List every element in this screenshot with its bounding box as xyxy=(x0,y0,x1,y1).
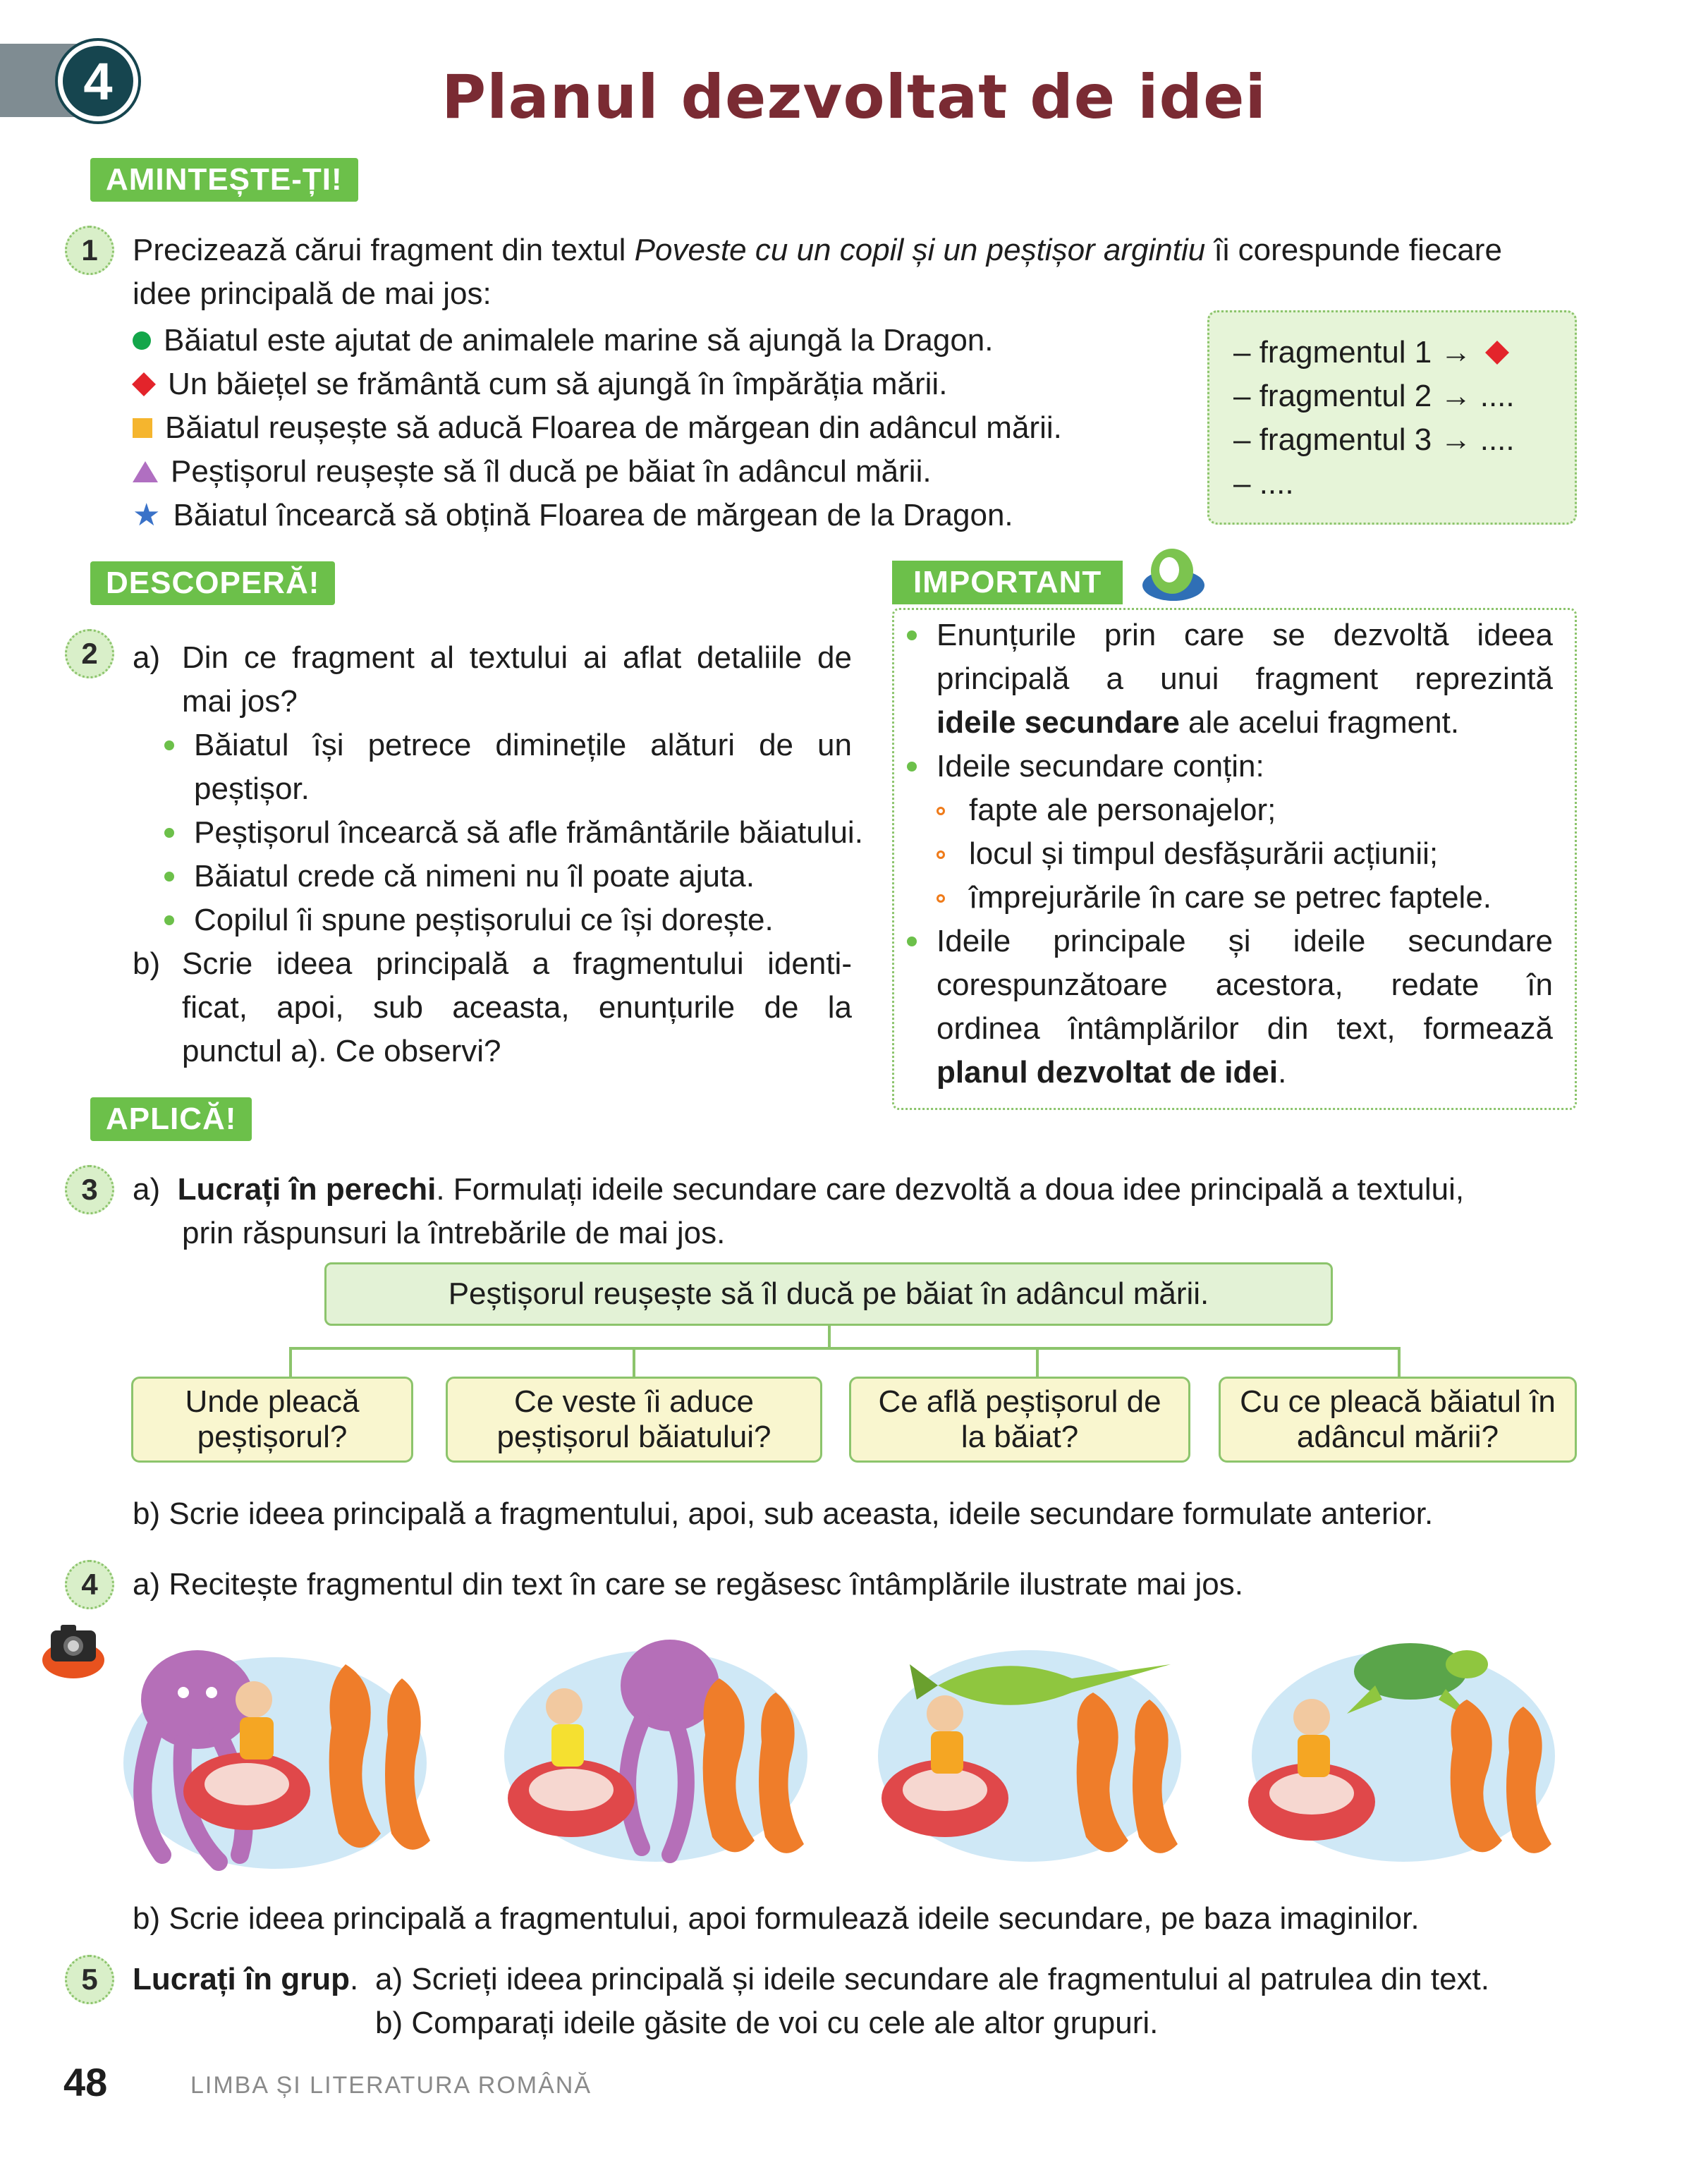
chapter-number-badge: 4 xyxy=(58,41,138,121)
ex1-prompt-line2: idee principală de mai jos: xyxy=(133,276,492,311)
fragments-box xyxy=(1207,310,1577,525)
ex3-a-line2: prin răspunsuri la întrebările de mai jos. xyxy=(182,1216,726,1250)
ex3-instruction-rest: . Formulați ideile secundare care dezvoltă a doua idee principală a textului, xyxy=(436,1172,1465,1207)
idea-item xyxy=(133,494,1062,537)
question-text: peștișorul băiatului? xyxy=(496,1420,771,1454)
illustration-swordfish-scene xyxy=(860,1622,1192,1883)
idea-item xyxy=(133,362,1062,406)
sub-item xyxy=(937,788,1553,832)
fragment-answer: .... xyxy=(1480,422,1515,457)
purple-triangle-icon xyxy=(133,461,158,482)
question-box-2 xyxy=(446,1377,822,1463)
blue-star-icon: ★ xyxy=(133,498,161,532)
page-number: 48 xyxy=(63,2060,108,2104)
idea-text: Băiatul încearcă să obțină Floarea de mărgean de la Dragon. xyxy=(173,498,1013,532)
idea-text: Peștișorul reușește să îl ducă pe băiat în adâncul mării. xyxy=(171,454,932,489)
detail-text: Copilul îi spune peștișorului ce își dorește. xyxy=(194,903,774,937)
ex2-part-b xyxy=(133,942,852,1073)
fragment-label: – .... xyxy=(1233,466,1294,501)
section-label-aplica: APLICĂ! xyxy=(90,1097,252,1141)
ex4-part-a: a) Recitește fragmentul din text în care se regăsesc întâmplările ilustrate mai jos. xyxy=(133,1567,1243,1602)
illustration-octopus-departure-scene xyxy=(487,1622,818,1883)
question-text: adâncul mării? xyxy=(1296,1420,1499,1454)
important-line: Ideile secundare conțin: xyxy=(937,749,1264,783)
fragment-line xyxy=(1233,462,1551,506)
exercise-number-4: 4 xyxy=(65,1560,114,1609)
ex2-b-line: Scrie ideea principală a fragmentului identi- xyxy=(182,946,852,981)
ex2-content xyxy=(133,636,863,1073)
fragment-answer: .... xyxy=(1480,379,1515,413)
footer-subject: LIMBA ȘI LITERATURA ROMÂNĂ xyxy=(190,2072,592,2099)
sub-item-text: împrejurările în care se petrec faptele. xyxy=(969,880,1492,915)
ex2-part-a xyxy=(133,636,852,724)
connector-line xyxy=(1398,1347,1401,1377)
main-idea-box: Peștișorul reușește să îl ducă pe băiat în adâncul mării. xyxy=(324,1262,1333,1326)
idea-text: Un băiețel se frământă cum să ajungă în împărăția mării. xyxy=(168,367,948,401)
ex5-bold-instruction: Lucrați în grup. xyxy=(133,1962,359,1996)
ex2-b-line: punctul a). Ce observi? xyxy=(182,1034,501,1068)
camera-icon xyxy=(39,1619,107,1683)
detail-item xyxy=(164,898,852,942)
page-title: Planul dezvoltat de idei xyxy=(441,62,1267,133)
important-line: ordinea întâmplărilor din text, formează xyxy=(937,1011,1553,1046)
sub-item-text: locul și timpul desfășurării acțiunii; xyxy=(969,836,1439,871)
question-text: Ce veste îi aduce xyxy=(514,1384,754,1419)
ex5-part-a: a) Scrieți ideea principală și ideile secundare ale fragmentului al patrulea din text. xyxy=(375,1962,1490,1996)
detail-item xyxy=(164,811,863,855)
exercise-number-3: 3 xyxy=(65,1165,114,1214)
connector-line xyxy=(633,1347,635,1377)
important-marker-icon xyxy=(1137,542,1207,606)
question-text: Cu ce pleacă băiatul în xyxy=(1240,1384,1556,1419)
ex5-bold-text: Lucrați în grup xyxy=(133,1962,350,1996)
bullet-icon xyxy=(164,872,174,882)
detail-text: Peștișorul încearcă să afle frământările băiatului. xyxy=(194,815,863,850)
important-content xyxy=(904,614,1553,1094)
important-line: corespunzătoare acestora, redate în xyxy=(937,968,1553,1002)
section-label-descopera: DESCOPERĂ! xyxy=(90,561,335,605)
question-text: Ce află peștișorul de xyxy=(878,1384,1161,1419)
fragment-label: – fragmentul 2 → xyxy=(1233,379,1472,413)
bullet-icon xyxy=(164,828,174,838)
question-text: Unde pleacă xyxy=(185,1384,360,1419)
important-line-end: ale acelui fragment. xyxy=(1179,705,1460,740)
question-box-1 xyxy=(131,1377,413,1463)
illustration-turtle-scene xyxy=(1234,1622,1566,1883)
sub-item xyxy=(937,832,1553,876)
ex3-part-a xyxy=(133,1168,1464,1212)
ex5-part-b: b) Comparați ideile găsite de voi cu cele ale altor grupuri. xyxy=(375,2006,1159,2040)
ex1-prompt-start: Precizează cărui fragment din textul xyxy=(133,233,635,267)
detail-text: Băiatul își petrece diminețile alături de un xyxy=(194,728,852,762)
question-text: la băiat? xyxy=(960,1420,1079,1454)
sub-item xyxy=(937,876,1553,920)
red-diamond-icon xyxy=(132,372,156,396)
ex1-ideas-list xyxy=(133,319,1062,537)
ex1-prompt xyxy=(133,228,1502,272)
ex3-letter-a: a) xyxy=(133,1172,161,1207)
idea-text: Băiatul este ajutat de animalele marine să ajungă la Dragon. xyxy=(164,323,994,358)
idea-item xyxy=(133,406,1062,450)
bullet-icon xyxy=(907,937,917,946)
important-line: Enunțurile prin care se dezvoltă ideea xyxy=(937,618,1553,652)
important-line-end: . xyxy=(1278,1055,1287,1090)
ex4-part-b: b) Scrie ideea principală a fragmentului, apoi formulează ideile secundare, pe baza imaginilor. xyxy=(133,1901,1420,1936)
detail-text: peștișor. xyxy=(194,772,310,806)
circle-bullet-icon xyxy=(937,894,945,903)
ex3-bold-instruction: Lucrați în perechi xyxy=(177,1172,437,1207)
red-diamond-icon xyxy=(1485,341,1509,365)
illustration-octopus-scene xyxy=(113,1622,444,1883)
question-box-4 xyxy=(1219,1377,1577,1463)
sub-item-text: fapte ale personajelor; xyxy=(969,793,1276,827)
circle-bullet-icon xyxy=(937,807,945,815)
ex1-prompt-end: îi corespunde fiecare xyxy=(1205,233,1502,267)
bullet-icon xyxy=(907,630,917,640)
connector-line xyxy=(1036,1347,1039,1377)
bullet-icon xyxy=(164,915,174,925)
important-line: Ideile principale și ideile secundare xyxy=(937,924,1553,958)
circle-bullet-icon xyxy=(937,850,945,859)
connector-line xyxy=(828,1326,831,1348)
ex2-letter-b: b) xyxy=(133,946,161,981)
fragment-line xyxy=(1233,418,1551,462)
fragment-line xyxy=(1233,374,1551,418)
ex2-a-line: mai jos? xyxy=(182,684,298,719)
detail-text: Băiatul crede că nimeni nu îl poate ajuta. xyxy=(194,859,755,894)
section-label-important: IMPORTANT xyxy=(892,561,1123,604)
important-bold-term: planul dezvoltat de idei xyxy=(937,1055,1279,1090)
bullet-icon xyxy=(164,740,174,750)
connector-line xyxy=(289,1347,292,1377)
detail-item xyxy=(164,724,852,811)
question-text: peștișorul? xyxy=(197,1420,348,1454)
connector-line xyxy=(289,1347,1401,1350)
yellow-square-icon xyxy=(133,418,152,438)
exercise-number-2: 2 xyxy=(65,629,114,678)
important-sublist xyxy=(904,788,1553,920)
fragment-label: – fragmentul 1 → xyxy=(1233,335,1472,370)
exercise-number-5: 5 xyxy=(65,1955,114,2004)
fragment-line xyxy=(1233,331,1551,374)
idea-item xyxy=(133,450,1062,494)
idea-text: Băiatul reușește să aducă Floarea de mărgean din adâncul mării. xyxy=(165,410,1062,445)
important-point-2 xyxy=(904,745,1553,788)
ex2-letter-a: a) xyxy=(133,640,161,675)
question-box-3 xyxy=(849,1377,1190,1463)
ex2-b-line: ficat, apoi, sub aceasta, enunțurile de la xyxy=(182,990,852,1025)
exercise-number-1: 1 xyxy=(65,226,114,275)
important-bold-term: ideile secundare xyxy=(937,705,1180,740)
ex2-details-list xyxy=(133,724,863,942)
section-label-aminteste: AMINTEȘTE-ȚI! xyxy=(90,158,358,202)
important-point-3 xyxy=(904,920,1553,1094)
detail-item xyxy=(164,855,852,898)
important-point-1 xyxy=(904,614,1553,745)
bullet-icon xyxy=(907,762,917,772)
ex3-part-b: b) Scrie ideea principală a fragmentului, apoi, sub aceasta, ideile secundare formulate anterior. xyxy=(133,1496,1434,1531)
idea-item xyxy=(133,319,1062,362)
ex1-text-title: Poveste cu un copil și un peștișor argintiu xyxy=(634,233,1206,267)
green-circle-icon xyxy=(133,331,151,350)
important-line: principală a unui fragment reprezintă xyxy=(937,661,1553,696)
ex2-a-line: Din ce fragment al textului ai aflat detaliile de xyxy=(182,640,852,675)
fragment-label: – fragmentul 3 → xyxy=(1233,422,1472,457)
